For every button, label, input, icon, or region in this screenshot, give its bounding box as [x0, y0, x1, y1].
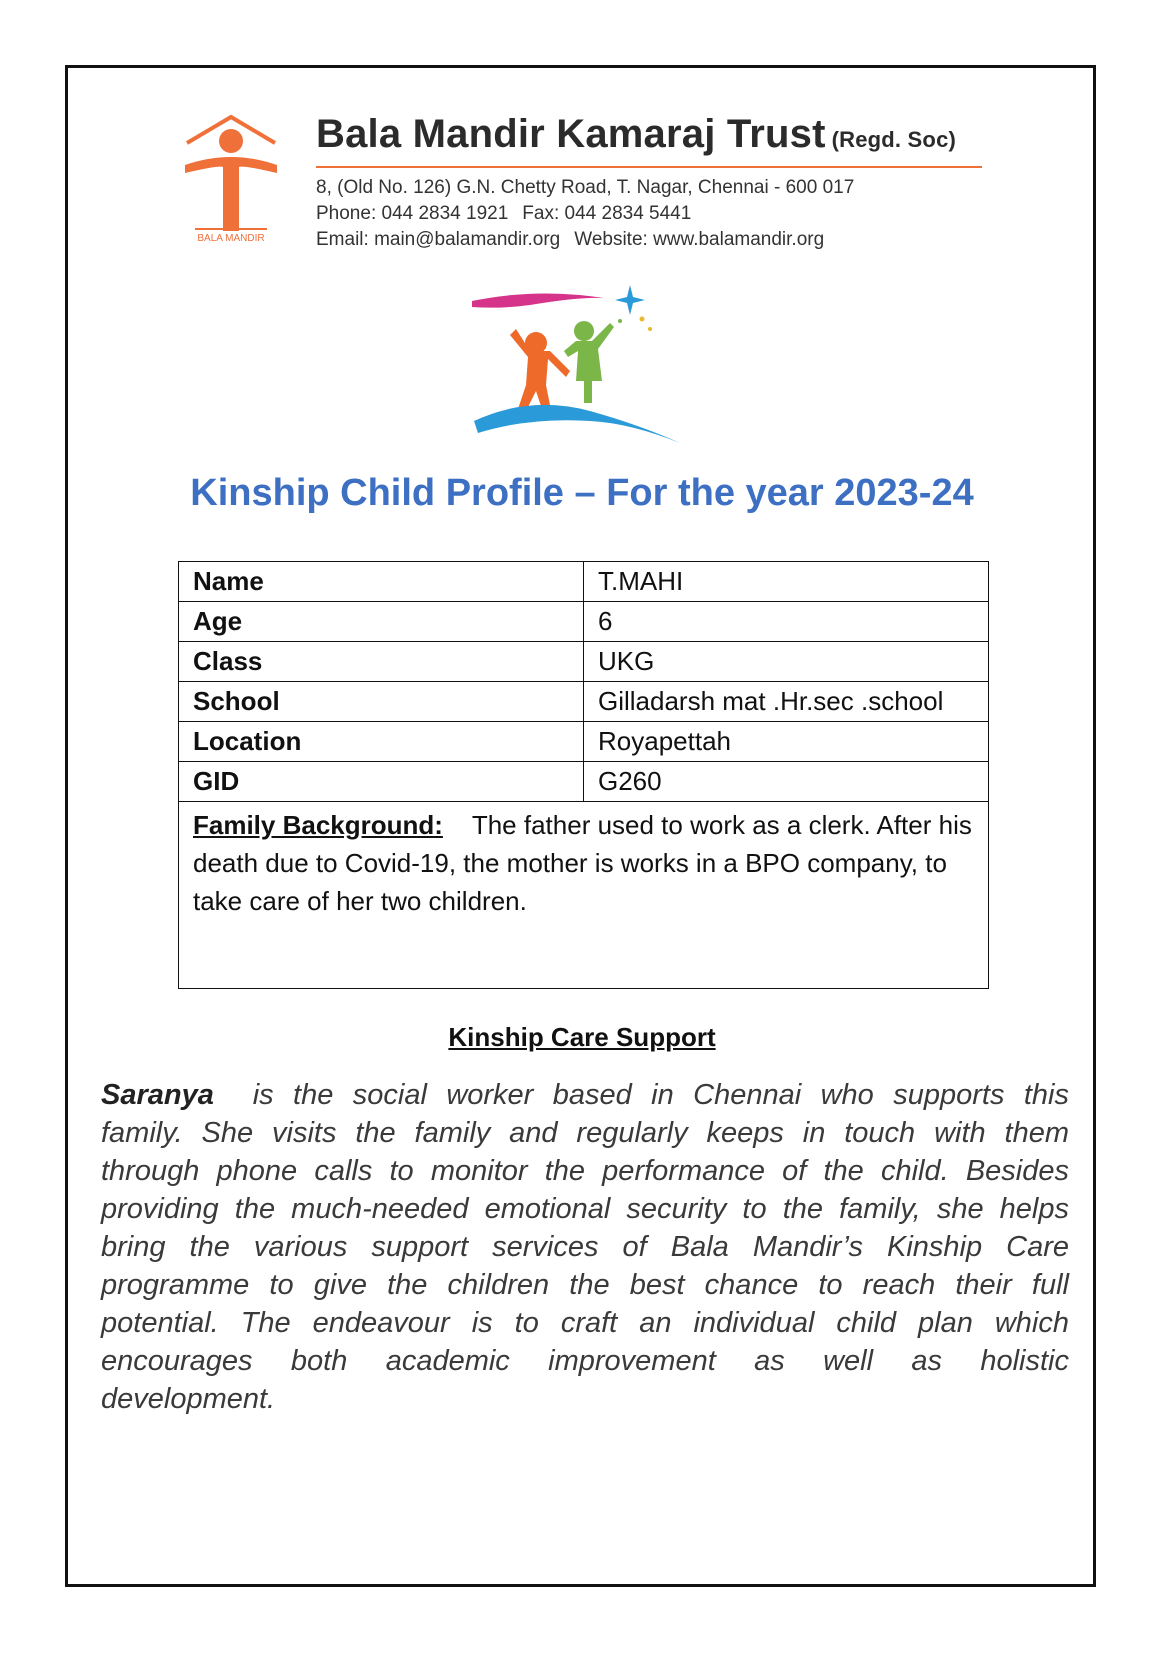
org-name-text: Bala Mandir Kamaraj Trust	[316, 112, 826, 156]
org-address: 8, (Old No. 126) G.N. Chetty Road, T. Nagar, Chennai - 600 017	[316, 177, 855, 198]
row-label: Age	[179, 602, 584, 642]
table-row	[179, 562, 989, 602]
support-heading: Kinship Care Support	[448, 1022, 716, 1052]
fax-text: Fax: 044 2834 5441	[522, 203, 692, 224]
row-label: GID	[179, 762, 584, 802]
family-background-row	[179, 802, 989, 989]
org-name	[316, 112, 956, 157]
row-label: Class	[179, 642, 584, 682]
row-value: T.MAHI	[584, 562, 989, 602]
support-text: is the social worker based in Chennai who supports this family. She visits the family and regularly keeps in touch with them through phone calls to monitor the performance of the child. Besides providing the much-needed emotional security to the family, she helps bring the various support services of Bala Mandir’s Kinship Care programme to give the children the best chance to reach their full potential. The endeavour is to craft an individual child plan which encourages both academic improvement as well as holistic development.	[101, 1079, 1069, 1415]
table-row	[179, 642, 989, 682]
table-row	[179, 762, 989, 802]
family-background-label: Family Background:	[193, 810, 443, 840]
row-value: UKG	[584, 642, 989, 682]
org-regd: (Regd. Soc)	[831, 127, 957, 152]
row-value: G260	[584, 762, 989, 802]
family-background-cell	[179, 802, 989, 989]
website-text: Website: www.balamandir.org	[574, 229, 825, 250]
org-contact-web	[316, 229, 824, 251]
page-title: Kinship Child Profile – For the year 2023-24	[190, 472, 974, 514]
kinship-children-graphic	[470, 285, 690, 450]
org-contact-phone	[316, 203, 691, 225]
row-value: 6	[584, 602, 989, 642]
row-label: Location	[179, 722, 584, 762]
row-value: Royapettah	[584, 722, 989, 762]
row-label: Name	[179, 562, 584, 602]
logo-caption: BALA MANDIR	[197, 233, 265, 244]
bala-mandir-logo	[183, 113, 293, 253]
family-background-text: The father used to work as a clerk. After his death due to Covid-19, the mother is works in a BPO company, to take care of her two children.	[193, 810, 972, 916]
email-text: Email: main@balamandir.org	[316, 229, 561, 250]
table-row	[179, 682, 989, 722]
table-row	[179, 722, 989, 762]
row-label: School	[179, 682, 584, 722]
phone-text: Phone: 044 2834 1921	[316, 203, 509, 224]
row-value: Gilladarsh mat .Hr.sec .school	[584, 682, 989, 722]
social-worker-name: Saranya	[101, 1079, 214, 1111]
support-paragraph	[101, 1076, 1069, 1418]
letterhead-rule	[316, 166, 982, 168]
child-profile-table	[178, 561, 989, 989]
table-row	[179, 602, 989, 642]
star-icon	[615, 285, 645, 315]
